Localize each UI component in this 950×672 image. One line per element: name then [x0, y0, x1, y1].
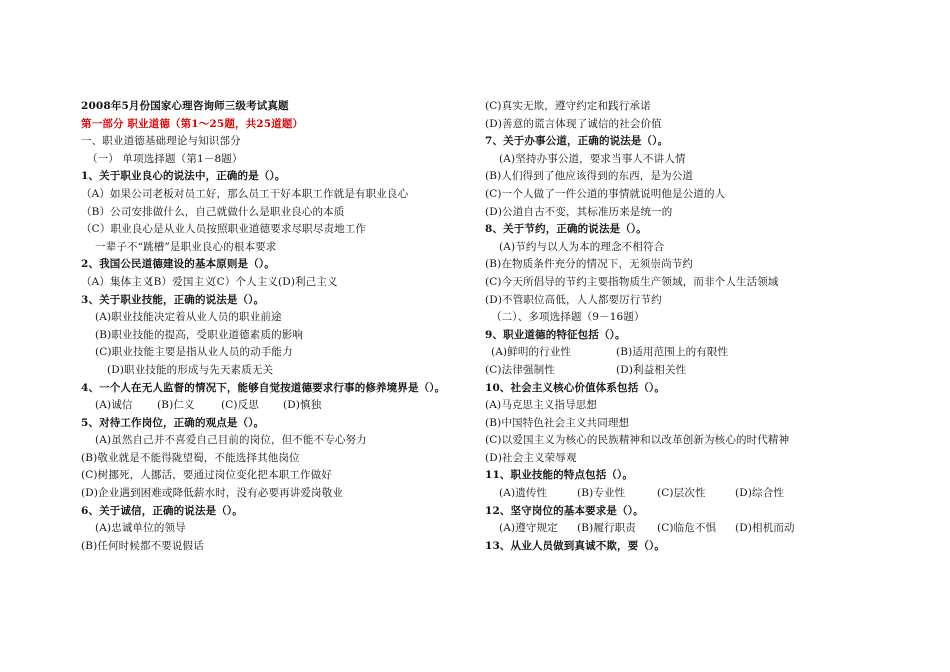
question-4-options: [81, 397, 476, 415]
question-10: 10、社会主义核心价值体系包括（）。: [485, 381, 666, 394]
question-8-option-c: (C)今天所倡导的节约主要指物质生产领域，而非个人生活领域: [485, 275, 779, 288]
question-2-options: [81, 274, 476, 292]
question-9-option-a: (A)鲜明的行业性: [491, 346, 572, 359]
question-9-options-row-1: [485, 344, 880, 362]
question-6: 6、关于诚信，正确的说法是（）。: [81, 504, 243, 517]
question-12-options: [485, 520, 880, 538]
question-5-option-b: (B)敬业就是不能得陇望蜀，不能选择其他岗位: [81, 451, 300, 464]
question-5: 5、对待工作岗位，正确的观点是（）。: [81, 416, 265, 429]
question-12-option-b: (B)履行职责: [577, 522, 636, 535]
multi-choice-heading: （二）、多项选择题（9－16题）: [491, 311, 645, 324]
question-7: 7、关于办事公道，正确的说法是（）。: [485, 135, 669, 148]
question-11-option-a: (A)遗传性: [499, 487, 548, 500]
question-8-option-a: (A)节约与以人为本的理念不相符合: [499, 240, 665, 253]
right-column: [485, 98, 880, 555]
question-1-option-a: （A）如果公司老板对员工好，那么员工干好本职工作就是有职业良心: [81, 187, 409, 200]
question-10-option-a: (A)马克思主义指导思想: [485, 399, 598, 412]
question-6-option-b: (B)任何时候都不要说假话: [81, 539, 204, 552]
section-heading: 一、职业道德基础理论与知识部分: [81, 135, 241, 148]
question-8: 8、关于节约，正确的说法是（）。: [485, 223, 647, 236]
question-1-option-c: （C）职业良心是从业人员按照职业道德要求尽职尽责地工作: [81, 223, 367, 236]
question-3-option-d: (D)职业技能的形成与先天素质无关: [107, 363, 274, 376]
question-11-option-b: (B)专业性: [577, 487, 626, 500]
question-4: 4、一个人在无人监督的情况下，能够自觉按道德要求行事的修养境界是（）。: [81, 381, 446, 394]
question-2: 2、我国公民道德建设的基本原则是（）。: [81, 258, 275, 271]
part-heading: 第一部分 职业道德（第1～25题，共25道题）: [81, 117, 304, 130]
question-2-option-d: (D)利己主义: [278, 275, 338, 288]
question-3-option-c: (C)职业技能主要是指从业人员的动手能力: [95, 346, 293, 359]
question-12: 12、坚守岗位的基本要求是（）。: [485, 504, 644, 517]
question-1-option-b: （B）公司安排做什么，自己就做什么是职业良心的本质: [81, 205, 345, 218]
question-10-option-d: (D)社会主义荣辱观: [485, 451, 577, 464]
question-4-option-a: (A)诚信: [95, 399, 133, 412]
question-2-option-b: （B）爱国主义: [143, 275, 215, 288]
question-1: 1、关于职业良心的说法中，正确的是（）。: [81, 170, 286, 183]
single-choice-heading: （一） 单项选择题（第1－8题）: [87, 152, 243, 165]
question-11: 11、职业技能的特点包括（）。: [485, 469, 634, 482]
question-10-option-c: (C)以爱国主义为核心的民族精神和以改革创新为核心的时代精神: [485, 434, 790, 447]
question-3-option-a: (A)职业技能决定着从业人员的职业前途: [95, 311, 282, 324]
question-9: 9、职业道德的特征包括（）。: [485, 328, 626, 341]
question-12-option-a: (A)遵守规定: [499, 522, 558, 535]
question-12-option-d: (D)相机而动: [735, 522, 795, 535]
question-8-option-b: (B)在物质条件充分的情况下，无须崇尚节约: [485, 258, 694, 271]
left-column: [81, 98, 476, 555]
question-7-option-b: (B)人们得到了他应该得到的东西，是为公道: [485, 170, 694, 183]
question-10-option-b: (B)中国特色社会主义共同理想: [485, 416, 630, 429]
question-7-option-d: (D)公道自古不变，其标准历来是统一的: [485, 205, 673, 218]
question-9-option-b: (B)适用范围上的有限性: [616, 346, 729, 359]
question-5-option-d: (D)企业遇到困难或降低薪水时，没有必要再讲爱岗敬业: [81, 487, 344, 500]
question-6-option-d: (D)善意的谎言体现了诚信的社会价值: [485, 117, 662, 130]
question-13: 13、从业人员做到真诚不欺，要（）。: [485, 539, 666, 552]
question-6-option-c: (C)真实无欺，遵守约定和践行承诺: [485, 100, 651, 112]
question-4-option-b: (B)仁义: [157, 399, 195, 412]
question-12-option-c: (C)临危不惧: [657, 522, 717, 535]
question-11-options: [485, 485, 880, 503]
question-7-option-c: (C)一个人做了一件公道的事情就说明他是公道的人: [485, 187, 726, 200]
question-3: 3、关于职业技能，正确的说法是（）。: [81, 293, 265, 306]
question-9-options-row-2: [485, 362, 880, 380]
document-title: 2008年5月份国家心理咨询师三级考试真题: [81, 100, 289, 112]
question-8-option-d: (D)不管职位高低，人人都要厉行节约: [485, 293, 662, 306]
question-4-option-c: (C)反思: [221, 399, 259, 412]
question-4-option-d: (D)慎独: [283, 399, 322, 412]
question-2-option-a: （A）集体主义: [81, 275, 153, 288]
question-6-option-a: (A)忠诚单位的领导: [95, 522, 186, 535]
question-3-option-b: (B)职业技能的提高，受职业道德素质的影响: [95, 328, 304, 341]
question-9-option-c: (C)法律强制性: [485, 363, 555, 376]
question-5-option-a: (A)虽然自己并不喜爱自己目前的岗位，但不能不专心努力: [95, 434, 367, 447]
question-2-option-c: （C）个人主义: [206, 275, 279, 288]
question-7-option-a: (A)坚持办事公道，要求当事人不讲人情: [499, 152, 686, 165]
question-5-option-c: (C)树挪死，人挪活，要通过岗位变化把本职工作做好: [81, 469, 332, 482]
question-9-option-d: (D)利益相关性: [616, 363, 687, 376]
question-1-option-d: 一辈子不“跳槽”是职业良心的根本要求: [95, 240, 277, 253]
question-11-option-c: (C)层次性: [657, 487, 706, 500]
question-11-option-d: (D)综合性: [735, 487, 785, 500]
